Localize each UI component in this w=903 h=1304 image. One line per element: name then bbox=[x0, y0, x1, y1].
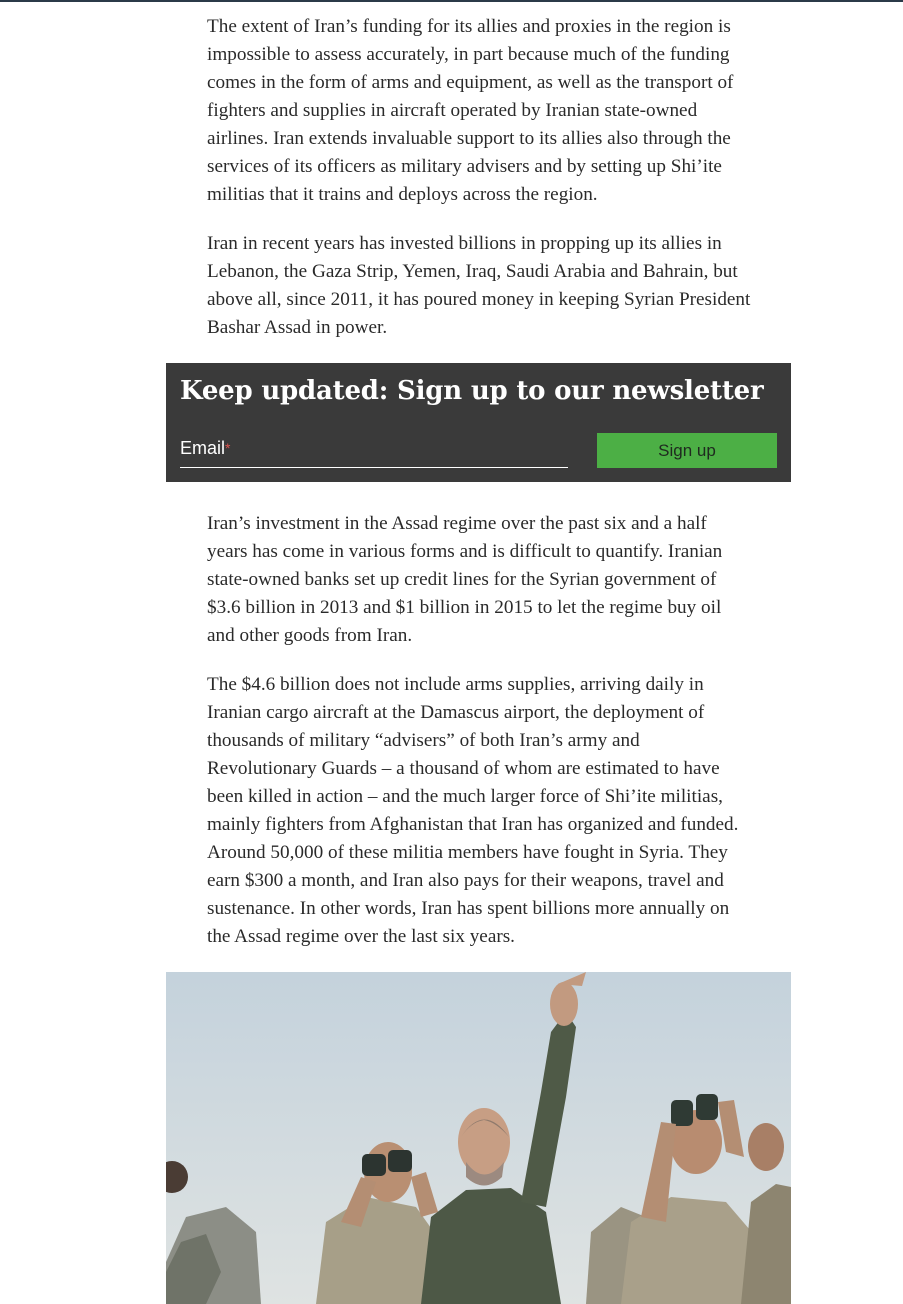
article-paragraph-2: Iran in recent years has invested billions in propping up its allies in Lebanon, the Gaza Strip, Yemen, Iraq, Saudi Arabia and Bahrain, but above all, since 2011, it has poured money in keeping Syrian President Bashar Assad in power. bbox=[207, 233, 751, 338]
soldiers-with-binoculars-image bbox=[166, 972, 791, 1304]
article-photo bbox=[166, 972, 791, 1304]
article-paragraph-3: Iran’s investment in the Assad regime over the past six and a half years has come in various forms and is difficult to quantify. Iranian state-owned banks set up credit lines for the Syrian government of $3.6 billion in 2013 and $1 billion in 2015 to let the regime buy oil and other goods from Iran. bbox=[207, 513, 723, 646]
email-field-wrapper bbox=[180, 435, 568, 468]
top-border bbox=[0, 0, 903, 2]
sign-up-button[interactable]: Sign up bbox=[597, 433, 777, 468]
newsletter-title: Keep updated: Sign up to our newsletter bbox=[180, 376, 764, 406]
newsletter-signup-box bbox=[166, 363, 791, 482]
required-marker: * bbox=[225, 440, 231, 456]
email-input[interactable] bbox=[180, 435, 568, 467]
article-paragraph-4: The $4.6 billion does not include arms supplies, arriving daily in Iranian cargo aircraft at the Damascus airport, the deployment of thousands of military “advisers” of both Iran’s army and Revolutionary Guards – a thousand of whom are estimated to have been killed in action – and the much larger force of Shi’ite militias, mainly fighters from Afghanistan that Iran has organized and funded. Around 50,000 of these militia members have fought in Syria. They earn $300 a month, and Iran also pays for their weapons, travel and sustenance. In other words, Iran has spent billions more annually on the Assad regime over the last six years. bbox=[207, 674, 739, 947]
article-paragraph-1: The extent of Iran’s funding for its allies and proxies in the region is impossible to assess accurately, in part because much of the funding comes in the form of arms and equipment, as well as the transport of fighters and supplies in aircraft operated by Iranian state-owned airlines. Iran extends invaluable support to its allies also through the services of its officers as military advisers and by setting up Shi’ite militias that it trains and deploys across the region. bbox=[207, 16, 734, 205]
email-label-text: Email bbox=[180, 438, 226, 458]
